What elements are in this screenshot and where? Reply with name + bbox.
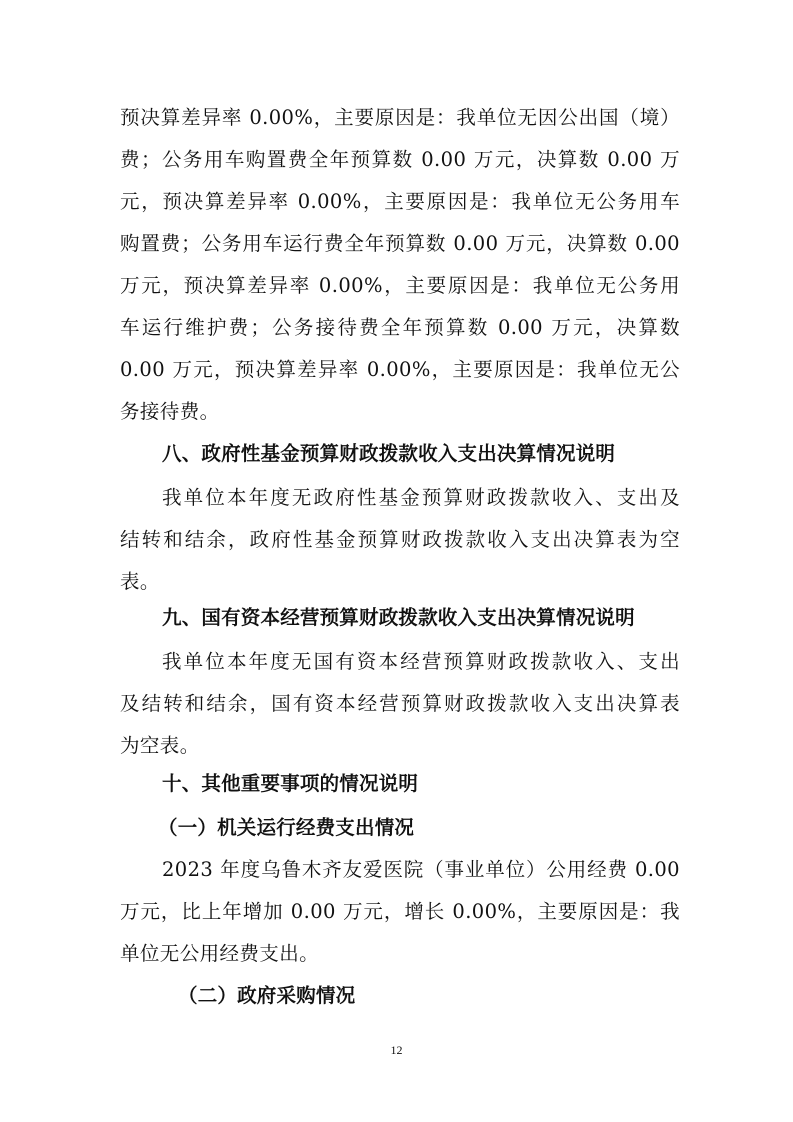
subsection-heading-2: （二）政府采购情况 xyxy=(178,984,356,1007)
body-text-line: 结转和结余，政府性基金预算财政拨款收入支出决算表为空 xyxy=(120,528,680,551)
body-text-line: 单位无公用经费支出。 xyxy=(120,942,320,965)
section-heading-8: 八、政府性基金预算财政拨款收入支出决算情况说明 xyxy=(162,442,616,465)
body-text-line: 0.00 万元，预决算差异率 0.00%，主要原因是：我单位无公 xyxy=(120,358,680,381)
body-text-line: 元，预决算差异率 0.00%，主要原因是：我单位无公务用车 xyxy=(120,190,680,213)
page-number: 12 xyxy=(390,1043,403,1057)
body-text-line: 万元，预决算差异率 0.00%，主要原因是：我单位无公务用 xyxy=(120,274,680,297)
subsection-heading-1: （一）机关运行经费支出情况 xyxy=(158,816,415,839)
body-text-line: 预决算差异率 0.00%，主要原因是：我单位无因公出国（境） xyxy=(120,106,680,129)
body-text-line: 为空表。 xyxy=(120,734,200,757)
body-text-line: 费；公务用车购置费全年预算数 0.00 万元，决算数 0.00 万 xyxy=(120,148,680,171)
body-text-line: 万元，比上年增加 0.00 万元，增长 0.00%，主要原因是：我 xyxy=(120,900,680,923)
section-heading-9: 九、国有资本经营预算财政拨款收入支出决算情况说明 xyxy=(162,606,635,629)
body-text-line: 我单位本年度无国有资本经营预算财政拨款收入、支出 xyxy=(162,650,680,673)
body-text-line: 及结转和结余，国有资本经营预算财政拨款收入支出决算表 xyxy=(120,692,680,715)
body-text-line: 2023 年度乌鲁木齐友爱医院（事业单位）公用经费 0.00 xyxy=(162,858,680,881)
body-text-line: 务接待费。 xyxy=(120,400,220,423)
section-heading-10: 十、其他重要事项的情况说明 xyxy=(162,772,419,795)
body-text-line: 车运行维护费；公务接待费全年预算数 0.00 万元，决算数 xyxy=(120,316,680,339)
body-text-line: 表。 xyxy=(120,570,160,593)
body-text-line: 购置费；公务用车运行费全年预算数 0.00 万元，决算数 0.00 xyxy=(120,232,680,255)
body-text-line: 我单位本年度无政府性基金预算财政拨款收入、支出及 xyxy=(162,486,680,509)
